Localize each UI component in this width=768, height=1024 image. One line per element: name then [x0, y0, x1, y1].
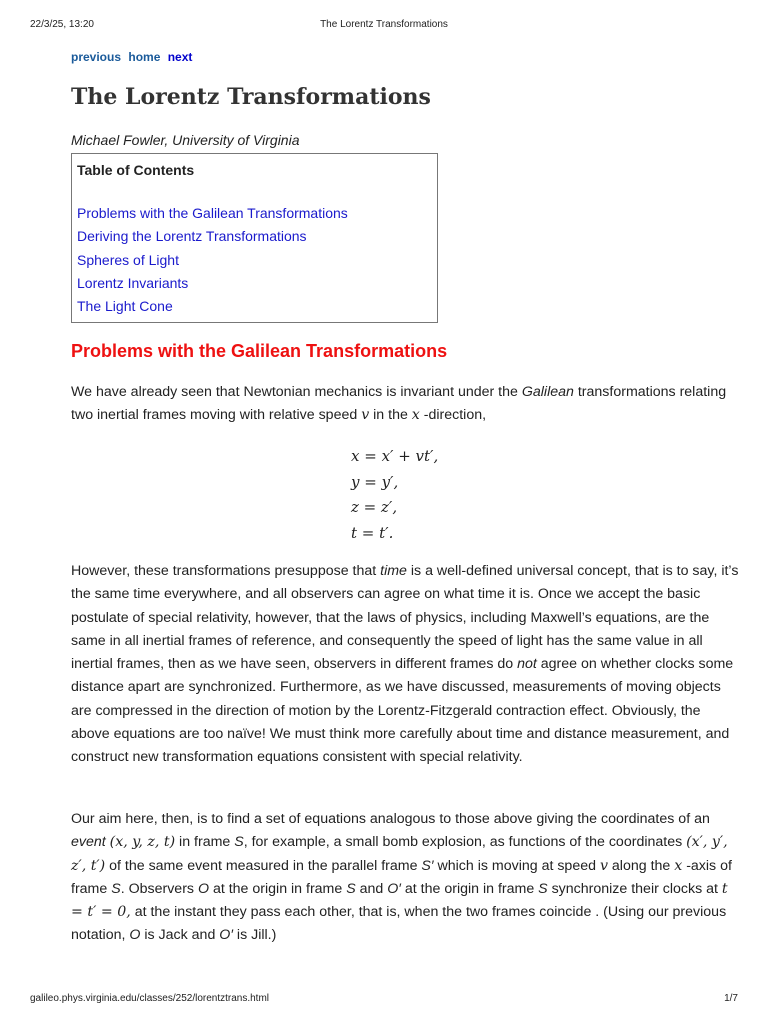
- author-line: Michael Fowler, University of Virginia: [71, 132, 300, 148]
- text-run: at the instant they pass each other, that is, when the two frames coincide . (Using our previous notation,: [71, 904, 727, 944]
- text-run: agree on whether clocks some distance apart are synchronized. Furthermore, as we have discussed, measurements of moving objects are compressed in the direction of motion by the Lorentz-Fitzgerald contraction effect. Obviously, the above equations are too naïve! We must think more carefully about time and distance measurement, and construct new transformation equations consistent with special relativity.: [71, 656, 734, 766]
- text-run: in frame: [175, 834, 235, 851]
- math-event-coords: (x, y, z, t): [109, 834, 176, 851]
- toc-link-deriving-lorentz[interactable]: Deriving the Lorentz Transformations: [77, 228, 307, 245]
- paragraph-intro: [71, 381, 739, 428]
- toc-item: [77, 249, 432, 272]
- print-page-title: The Lorentz Transformations: [320, 19, 448, 30]
- print-header: [0, 19, 768, 33]
- equation-x: x = x′ + vt′,: [351, 447, 439, 465]
- text-run: , for example, a small bomb explosion, as functions of the coordinates: [243, 834, 687, 851]
- math-x: x: [411, 407, 420, 424]
- math-sync-condition: t = t′ = 0,: [71, 880, 728, 921]
- toc-list: [77, 202, 432, 318]
- toc-link-lorentz-invariants[interactable]: Lorentz Invariants: [77, 274, 189, 291]
- text-run: along the: [607, 857, 675, 874]
- page-nav: [71, 50, 196, 64]
- text-run: is Jack and: [140, 927, 220, 944]
- emphasis-galilean: Galilean: [521, 384, 574, 400]
- toc-link-spheres-of-light[interactable]: Spheres of Light: [77, 251, 179, 268]
- paragraph-aim: [71, 808, 739, 948]
- frame-s-prime: S′: [421, 857, 434, 874]
- page-title: The Lorentz Transformations: [71, 84, 431, 110]
- galilean-equations: [351, 444, 551, 546]
- observer-o: O: [197, 880, 209, 897]
- text-run: in the: [369, 407, 412, 424]
- text-run: We have already seen that Newtonian mechanics is invariant under the: [71, 384, 522, 400]
- math-x: x: [674, 857, 683, 874]
- emphasis-time: time: [380, 563, 407, 579]
- emphasis-event: event: [71, 834, 106, 851]
- page-url: galileo.phys.virginia.edu/classes/252/lorentztrans.html: [30, 993, 270, 1004]
- next-link[interactable]: next: [167, 50, 193, 64]
- toc-link-galilean-problems[interactable]: Problems with the Galilean Transformations: [77, 205, 348, 221]
- frame-s: S: [538, 880, 548, 897]
- print-footer: [0, 993, 768, 1007]
- observer-o-prime: O′: [219, 927, 233, 944]
- text-run: However, these transformations presuppose that: [71, 563, 381, 579]
- table-of-contents: [71, 153, 438, 323]
- text-run: is Jill.): [232, 927, 277, 944]
- toc-item: [77, 202, 432, 225]
- text-run: transformations relating two inertial frames moving with relative speed: [71, 384, 727, 424]
- page-counter: 1/7: [724, 993, 738, 1004]
- print-datetime: 22/3/25, 13:20: [30, 19, 94, 30]
- home-link[interactable]: home: [128, 50, 161, 64]
- text-run: is a well-defined universal concept, that is to say, it’s the same time everywhere, and all observers can agree on what time it is. Once we accept the basic postulate of special relativity, however, that the laws of physics, including Maxwell’s equations, are the same in all inertial frames of reference, and consequently the speed of light has the same value in all inertial frames, then as we have seen, observers in different frames do: [71, 563, 739, 673]
- frame-s: S: [234, 834, 244, 851]
- equation-z: z = z′,: [351, 498, 398, 516]
- text-run: which is moving at speed: [433, 857, 600, 874]
- text-run: of the same event measured in the parallel frame: [105, 857, 422, 874]
- section-heading: Problems with the Galilean Transformations: [71, 341, 448, 361]
- observer-o-prime: O′: [387, 880, 401, 897]
- emphasis-not: not: [517, 656, 537, 673]
- equation-t: t = t′.: [351, 523, 394, 542]
- text-run: Our aim here, then, is to find a set of equations analogous to those above giving the coordinates of an: [71, 811, 710, 827]
- toc-item: [77, 295, 432, 318]
- observer-o: O: [129, 927, 141, 944]
- math-v: v: [361, 407, 370, 424]
- text-run: at the origin in frame: [209, 880, 347, 897]
- paragraph-however: [71, 560, 739, 770]
- math-primed-coords: (x′, y′, z′, t′): [71, 834, 728, 874]
- text-run: synchronize their clocks at: [547, 880, 722, 897]
- text-run: . Observers: [120, 880, 198, 897]
- text-run: and: [355, 880, 388, 897]
- equation-y: y = y′,: [351, 472, 399, 491]
- text-run: -axis of frame: [71, 857, 732, 897]
- toc-title: Table of Contents: [77, 162, 195, 178]
- frame-s: S: [111, 880, 121, 897]
- frame-s: S: [346, 880, 356, 897]
- toc-link-light-cone[interactable]: The Light Cone: [77, 298, 173, 315]
- toc-item: [77, 225, 432, 248]
- text-run: -direction,: [419, 407, 487, 424]
- math-v: v: [599, 857, 608, 874]
- previous-link[interactable]: previous: [71, 50, 122, 64]
- toc-item: [77, 272, 432, 295]
- text-run: at the origin in frame: [400, 880, 539, 897]
